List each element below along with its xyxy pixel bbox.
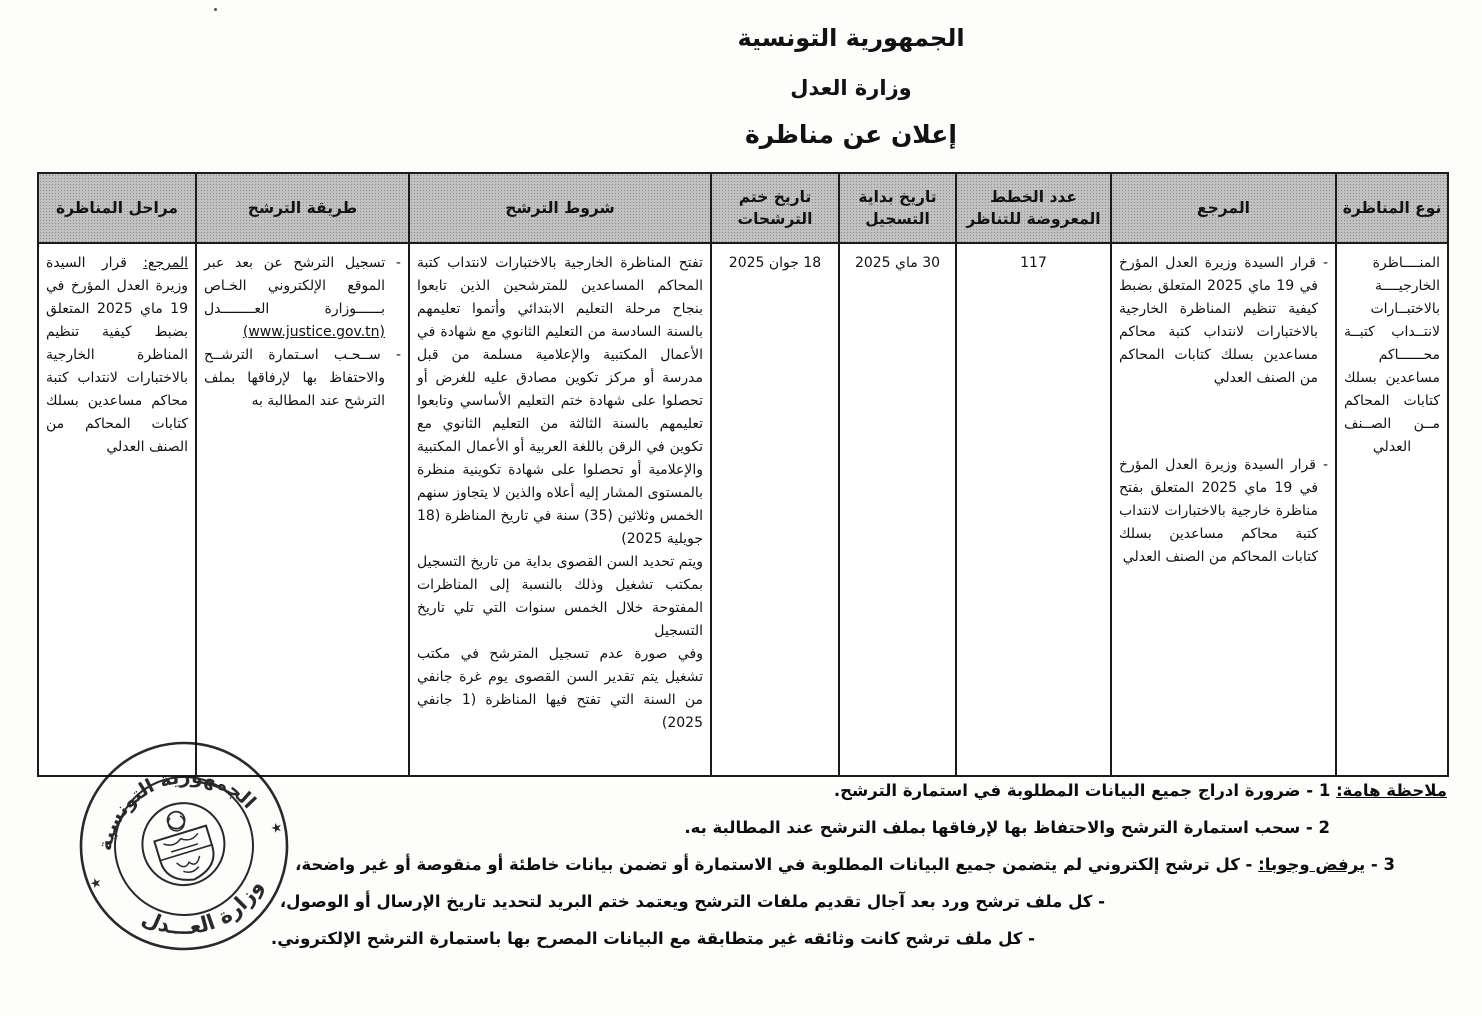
emblem-lion-shape <box>177 856 204 875</box>
stages-reference-paragraph <box>46 252 188 459</box>
col-header-positions-count: عدد الخطط المعروضة للتناظر <box>956 173 1111 243</box>
table-header-row <box>38 173 1448 243</box>
registration-start-date-cell: 30 ماي 2025 <box>839 243 956 776</box>
republic-title: الجمهورية التونسية <box>737 24 965 52</box>
col-header-competition-stages: مراحل المناظرة <box>38 173 196 243</box>
important-note-label: ملاحظة هامة: <box>1336 781 1447 800</box>
stages-reference-label: المرجع: <box>143 255 188 271</box>
conditions-paragraph-3: وفي صورة عدم تسجيل المترشح في مكتب تشغيل يتم تقدير السن القصوى يوم غرة جانفي من السنة التي تفتح فيها المناظرة (1 جانفي 2025) <box>417 646 703 731</box>
conditions-paragraph-2: ويتم تحديد السن القصوى بداية من تاريخ التسجيل بمكتب تشغيل وذلك بالنسبة إلى المناظرات المفتوحة خلال الخمس سنوات التي تلي تاريخ التسجيل <box>417 554 703 639</box>
svg-text:الجمهورية التونسية <box>78 745 263 859</box>
stamp-top-text: الجمهورية التونسية <box>93 765 261 853</box>
application-method-cell <box>196 243 409 776</box>
method-item-online-registration <box>204 252 401 344</box>
competition-stages-cell <box>38 243 196 776</box>
emblem-shield <box>154 826 220 888</box>
col-header-application-conditions: شروط الترشح <box>409 173 711 243</box>
competition-type-cell: المنــــاظرة الخارجيــــة بالاختبــارات لانتــداب كتبــة محــــــاكم مساعدين بسلك كتابات المحاكم مــن الصــنف العدلي <box>1336 243 1448 776</box>
stamp-right-star-icon: ★ <box>269 819 285 838</box>
conditions-paragraph-1: تفتح المناظرة الخارجية بالاختبارات لانتداب كتبة المحاكم المساعدين للمترشحين الذين تابعوا بنجاح مرحلة التعليم الابتدائي وأتموا تعليمهم بالسنة السادسة من التعليم الثانوي مع شهادة في الأعمال المكتبية والإعلامية مسلمة من قبل مدرسة أو مركز تكوين مصادق عليه للغرض أو تحصلوا على شهادة ختم التعليم الأساسي وتابعوا تعليمهم بالسنة الثالثة من التعليم الثانوي مع تكوين في الرقن باللغة العربية أو الأعمال المكتبية والإعلامية أو تحصلوا على شهادة تكوينية منظرة بالمستوى المشار إليه أعلاه والذين لا يتجاوز سنهم الخمس وثلاثين (35) سنة في تاريخ المناظرة (18 جويلية 2025) <box>417 255 704 547</box>
announcement-table <box>37 172 1449 777</box>
col-header-application-close-date: تاريخ ختم الترشحات <box>711 173 839 243</box>
stages-reference-text: قرار السيدة وزيرة العدل المؤرخ في 19 ماي 2025 المتعلق بضبط كيفية تنظيم المناظرة الخارجية بالاختبارات لانتداب كتبة محاكم مساعدين بسلك كتابات المحاكم من الصنف العدلي <box>46 255 188 455</box>
note-2: 2 - سحب استمارة الترشح والاحتفاظ بها لإرفاقها بملف الترشح عند المطالبة به. <box>684 818 1330 837</box>
stamp-bottom-text: وزارة العـــدل <box>138 875 268 940</box>
col-header-registration-start-date: تاريخ بداية التسجيل <box>839 173 956 243</box>
note-3-sub-2: - كل ملف ترشح ورد بعد آجال تقديم ملفات الترشح ويعتمد ختم البريد لتحديد تاريخ الإرسال أو الوصول، <box>279 892 1105 911</box>
ministry-title: وزارة العدل <box>790 76 912 100</box>
note-3-text: - كل ترشح إلكتروني لم يتضمن جميع البيانات المطلوبة في الاستمارة أو تضمن بيانات خاطئة أو منقوصة أو غير واضحة، <box>295 855 1259 874</box>
method-item-form-withdrawal: - ســحـب اسـتمارة الترشــح والاحتفاظ بها لإرفاقها بملف الترشح عند المطالبة به <box>204 347 401 409</box>
col-header-competition-type: نوع المناظرة <box>1336 173 1448 243</box>
table-row <box>38 243 1448 776</box>
reference-decree-2: - قرار السيدة وزيرة العدل المؤرخ في 19 ماي 2025 المتعلق بفتح مناظرة خارجية بالاختبارات لانتداب كتبة محاكم مساعدين بسلك كتابات المحاكم من الصنف العدلي <box>1119 457 1328 565</box>
col-header-reference: المرجع <box>1111 173 1336 243</box>
justice-website-link[interactable]: (www.justice.gov.tn) <box>242 324 385 340</box>
note-3-sub-3: - كل ملف ترشح كانت وثائقه غير متطابقة مع البيانات المصرح بها باستمارة الترشح الإلكتروني. <box>270 929 1035 948</box>
reference-decree-1: - قرار السيدة وزيرة العدل المؤرخ في 19 ماي 2025 المتعلق بضبط كيفية تنظيم المناظرة الخارجية بالاختبارات لانتداب كتبة محاكم مساعدين بسلك كتابات المحاكم من الصنف العدلي <box>1119 255 1328 386</box>
reference-cell <box>1111 243 1336 776</box>
note-3-number: 3 - <box>1365 855 1395 874</box>
method-item-text: - تسجيل الترشح عن بعد عبر الموقع الإلكتروني الخـاص بــــــوزارة العــــــــدل <box>204 255 401 317</box>
document-heading <box>220 24 1482 149</box>
note-1-text: 1 - ضرورة ادراج جميع البيانات المطلوبة في استمارة الترشح. <box>833 781 1337 800</box>
page-title: إعلان عن مناظرة <box>745 120 957 149</box>
rejected-label: يرفض وجوبا: <box>1258 855 1366 874</box>
col-header-application-method: طريقة الترشح <box>196 173 409 243</box>
svg-text:وزارة العـــدل <box>133 871 276 955</box>
positions-count-cell: 117 <box>956 243 1111 776</box>
scan-dot-artifact <box>214 8 217 11</box>
stamp-left-star-icon: ★ <box>88 874 104 893</box>
conditions-cell <box>409 243 711 776</box>
application-close-date-cell: 18 جوان 2025 <box>711 243 839 776</box>
